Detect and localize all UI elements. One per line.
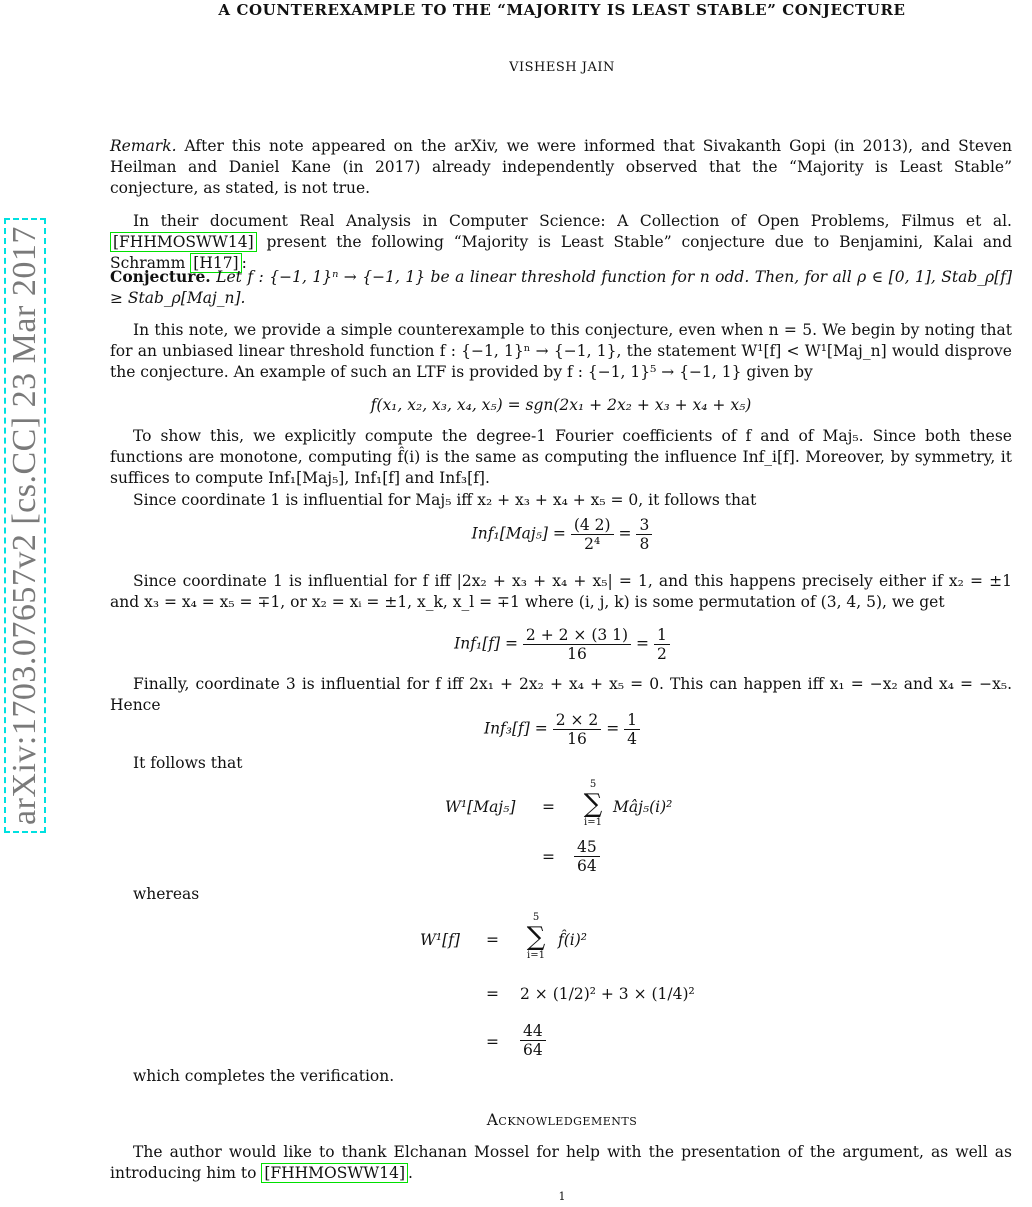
arxiv-stamp[interactable]: arXiv:1703.07657v2 [cs.CC] 23 Mar 2017 <box>4 218 46 833</box>
paper-title: A COUNTEREXAMPLE TO THE “MAJORITY IS LEAST STABLE” CONJECTURE <box>218 1 906 19</box>
follows-text: It follows that <box>133 754 243 772</box>
acknowledgements-heading: Acknowledgements <box>486 1111 638 1129</box>
equation-f-definition: f(x₁, x₂, x₃, x₄, x₅) = sgn(2x₁ + 2x₂ + x₃ + x₄ + x₅) <box>370 396 752 414</box>
acknowledgements-paragraph: The author would like to thank Elchanan Mossel for help with the presentation of the argument, as well as introducing him to [FHHMOSWW14] . <box>110 1143 1012 1182</box>
citation-link-h17[interactable]: [H17] <box>190 253 241 273</box>
coord3-paragraph: Finally, coordinate 3 is influential for f iff 2x₁ + 2x₂ + x₄ + x₅ = 0. This can happen iff x₁ = −x₂ and x₄ = −x₅. Hence <box>110 675 1012 714</box>
remark-text: After this note appeared on the arXiv, we were informed that Sivakanth Gopi (in 2013), and Steven Heilman and Daniel Kane (in 2017) already independently observed that the “Majority is Least Stable” conjecture, as stated, is not true. <box>110 137 1012 197</box>
conjecture-paragraph <box>110 266 1012 309</box>
intro-paragraph: In their document Real Analysis in Computer Science: A Collection of Open Problems, Filmus et al. [FHHMOSWW14] present the following “Majority is Least Stable” conjecture due to Benjamini, Kalai and Schramm [H17] : <box>110 212 1012 272</box>
equation-w1-maj5: W¹[Maj₅] = 5 ∑ i=1 Mâj₅(i)² = $\frac{45}{64}$ <box>445 779 673 875</box>
coord1-maj-paragraph: Since coordinate 1 is influential for Maj₅ iff x₂ + x₃ + x₄ + x₅ = 0, it follows that <box>133 491 757 509</box>
completes-text: which completes the verification. <box>133 1067 395 1085</box>
conjecture-text: Let f : {−1, 1}ⁿ → {−1, 1} be a linear threshold function for n odd. Then, for all ρ ∈ [0, 1], Stab_ρ[f] ≥ Stab_ρ[Maj_n]. <box>110 268 1012 307</box>
equation-w1-f: W¹[f] = 5 ∑ i=1 f̂(i)² = 2 × (1/2)² + 3 × (1/4)² = $\frac{44}{64}$ <box>420 912 695 1059</box>
equation-inf1-f: Inf₁[f] = $\frac{2 + 2 \times (3 1)}{16}$ = $\frac{1}{2}$ <box>0 626 1032 663</box>
coord1-f-paragraph: Since coordinate 1 is influential for f iff |2x₂ + x₃ + x₄ + x₅| = 1, and this happens precisely either if x₂ = ±1 and x₃ = x₄ = x₅ = ∓1, or x₂ = xᵢ = ±1, x_k, x_l = ∓1 where (i, j, k) is some permutation of (3, 4, 5), we get <box>110 572 1012 611</box>
equation-inf3-f: Inf₃[f] = $\frac{2 \times 2}{16}$ = $\frac{1}{4}$ <box>0 711 1032 748</box>
citation-link-fhhmosww14[interactable]: [FHHMOSWW14] <box>110 232 257 252</box>
remark-paragraph <box>110 136 1012 199</box>
equation-inf1-maj5: Inf₁[Maj₅] = $\frac{(4 2)}{\text{2⁴}}$ = $\frac{3}{8}$ <box>0 516 1032 553</box>
note-paragraph: In this note, we provide a simple counterexample to this conjecture, even when n = 5. We begin by noting that for an unbiased linear threshold function f : {−1, 1}ⁿ → {−1, 1}, the statement W¹[f] < W¹[Maj_n] would disprove the conjecture. An example of such an LTF is provided by f : {−1, 1}⁵ → {−1, 1} given by <box>110 321 1012 381</box>
conjecture-label: Conjecture. <box>110 267 211 286</box>
page-number: 1 <box>558 1190 566 1203</box>
whereas-text: whereas <box>133 885 200 903</box>
show-paragraph: To show this, we explicitly compute the degree-1 Fourier coefficients of f and of Maj₅. Since both these functions are monotone, computing f̂(i) is the same as computing the influence Inf_i[f]. Moreover, by symmetry, it suffices to compute Inf₁[Maj₅], Inf₁[f] and Inf₃[f]. <box>110 427 1012 487</box>
remark-label: Remark. <box>110 137 177 155</box>
citation-link-fhhmosww14-ack[interactable]: [FHHMOSWW14] <box>261 1163 408 1183</box>
author-name: VISHESH JAIN <box>509 60 615 75</box>
